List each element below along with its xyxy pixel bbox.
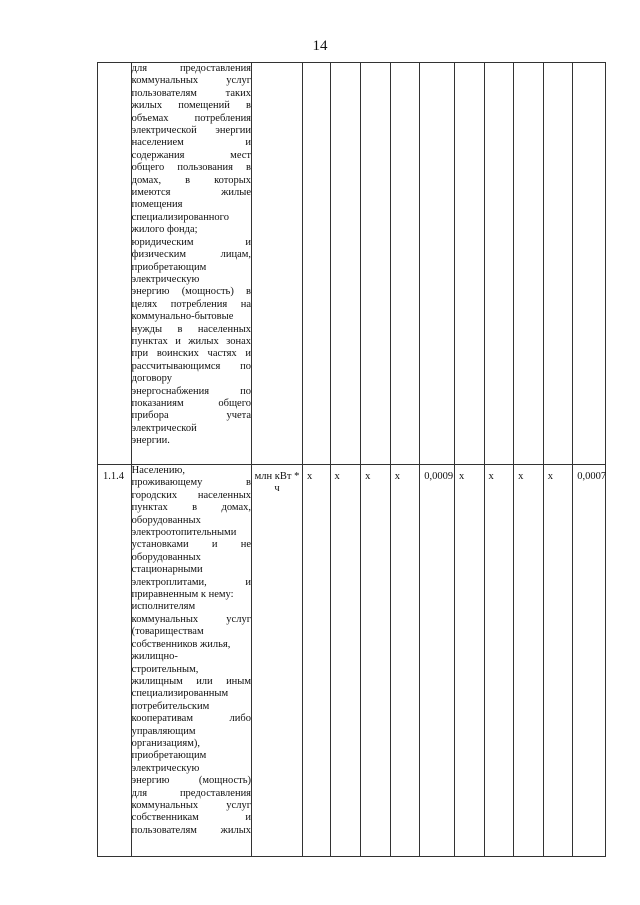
value-cell (303, 63, 331, 465)
description-line: при воинских частях и (131, 348, 252, 360)
description-cell (131, 465, 251, 857)
value-text: x (547, 471, 553, 482)
description-line: объемах потребления (131, 112, 252, 124)
description-line: коммунально-бытовые (131, 311, 234, 323)
description-line: жилищно- (131, 651, 178, 663)
description-line: проживающему в (131, 477, 252, 489)
value-cell (543, 465, 573, 857)
value-text: 0,0007 (577, 471, 607, 482)
value-cell (454, 465, 484, 857)
value-cell (361, 465, 391, 857)
value-cell (303, 465, 331, 857)
description-line: собственников жилья, (131, 638, 231, 650)
description-line: строительным, (131, 663, 199, 675)
value-cell (420, 63, 455, 465)
description-line: населением и (131, 137, 252, 149)
row-code-cell (98, 63, 132, 465)
row-code-cell (98, 465, 132, 857)
description-line: помещения (131, 199, 183, 211)
value-cell (573, 465, 606, 857)
description-line: пользователям таких (131, 87, 252, 99)
description-line: юридическим и (131, 236, 252, 248)
description-line: для предоставления (131, 787, 252, 799)
description-line: кооперативам либо (131, 713, 252, 725)
value-text: x (458, 471, 465, 482)
description-line: (товариществам (131, 626, 204, 638)
description-line: жилого фонда; (131, 224, 198, 236)
description-line: физическим лицам, (131, 249, 252, 261)
description-line: собственникам и (131, 812, 252, 824)
description-line: коммунальных услуг (131, 799, 252, 811)
description-line: установками и не (131, 539, 252, 551)
description-line: городских населенных (131, 489, 252, 501)
description-line: домах, в которых (131, 174, 252, 186)
description-line: оборудованных (131, 514, 201, 526)
description-line: пунктах и жилых зонах (131, 335, 252, 347)
description-line: энергоснабжения по (131, 385, 252, 397)
value-text: x (307, 471, 313, 482)
description-line: показаниям общего (131, 397, 252, 409)
value-cell (484, 63, 514, 465)
description-line: прибора учета (131, 410, 252, 422)
value-cell (543, 63, 573, 465)
description-line: специализированным (131, 688, 229, 700)
value-cell (573, 63, 606, 465)
description-line: электрическую (131, 273, 200, 285)
description-line: рассчитывающимся по (131, 360, 252, 372)
description-line: имеются жилые (131, 187, 252, 199)
description-line: управляющим (131, 725, 196, 737)
description-line: Населению, (131, 465, 185, 476)
description-line: жилых помещений в (131, 100, 252, 112)
value-cell (390, 63, 420, 465)
description-line: договору (131, 373, 173, 385)
value-cell (330, 465, 361, 857)
value-cell (420, 465, 455, 857)
description-cell (131, 63, 251, 465)
value-text: x (518, 471, 524, 482)
description-line: специализированного (131, 211, 229, 223)
value-text: x (488, 471, 494, 482)
value-cell (330, 63, 361, 465)
value-cell (514, 63, 544, 465)
description-line: оборудованных (131, 551, 201, 563)
description-line: пунктах в домах, (131, 502, 252, 514)
value-text: 0,0009 (424, 471, 454, 482)
value-cell (514, 465, 544, 857)
description-line: электроплитами, и (131, 576, 252, 588)
description-line: нужды в населенных (131, 323, 252, 335)
row-code: 1.1.4 (103, 471, 124, 482)
description-line: приобретающим (131, 750, 207, 762)
description-line: исполнителям (131, 601, 196, 613)
table-row (98, 63, 606, 465)
unit-cell (252, 465, 303, 857)
page-number: 14 (312, 38, 328, 54)
description-line: энергии. (131, 435, 170, 447)
value-text: x (334, 471, 340, 482)
description-line: для предоставления (131, 63, 252, 74)
description-line: электрической энергии (131, 125, 252, 137)
description-line: коммунальных услуг (131, 75, 252, 87)
description-line: содержания мест (131, 149, 252, 161)
value-text: x (365, 471, 371, 482)
table-row (98, 465, 606, 857)
description-line: коммунальных услуг (131, 613, 252, 625)
value-cell (390, 465, 420, 857)
description-line: потребительским (131, 700, 210, 712)
description-line: приравненным к нему: (131, 589, 234, 601)
description-line: организациям), (131, 737, 201, 749)
description-line: электроотопительными (131, 527, 237, 539)
description-line: приобретающим (131, 261, 207, 273)
description-line: электрической (131, 422, 197, 434)
value-cell (454, 63, 484, 465)
unit-label: млн кВт * ч (254, 471, 300, 494)
description-line: электрическую (131, 762, 200, 774)
tariff-table (97, 62, 606, 857)
description-line: энергию (мощность) (131, 775, 252, 787)
description-line: общего пользования в (131, 162, 252, 174)
value-cell (361, 63, 391, 465)
description-line: энергию (мощность) в (131, 286, 252, 298)
description-line: пользователям жилых (131, 824, 252, 836)
value-cell (484, 465, 514, 857)
unit-cell (252, 63, 303, 465)
description-line: жилищным или иным (131, 675, 252, 687)
description-line: стационарными (131, 564, 203, 576)
value-text: x (394, 471, 400, 482)
description-line: целях потребления на (131, 298, 252, 310)
